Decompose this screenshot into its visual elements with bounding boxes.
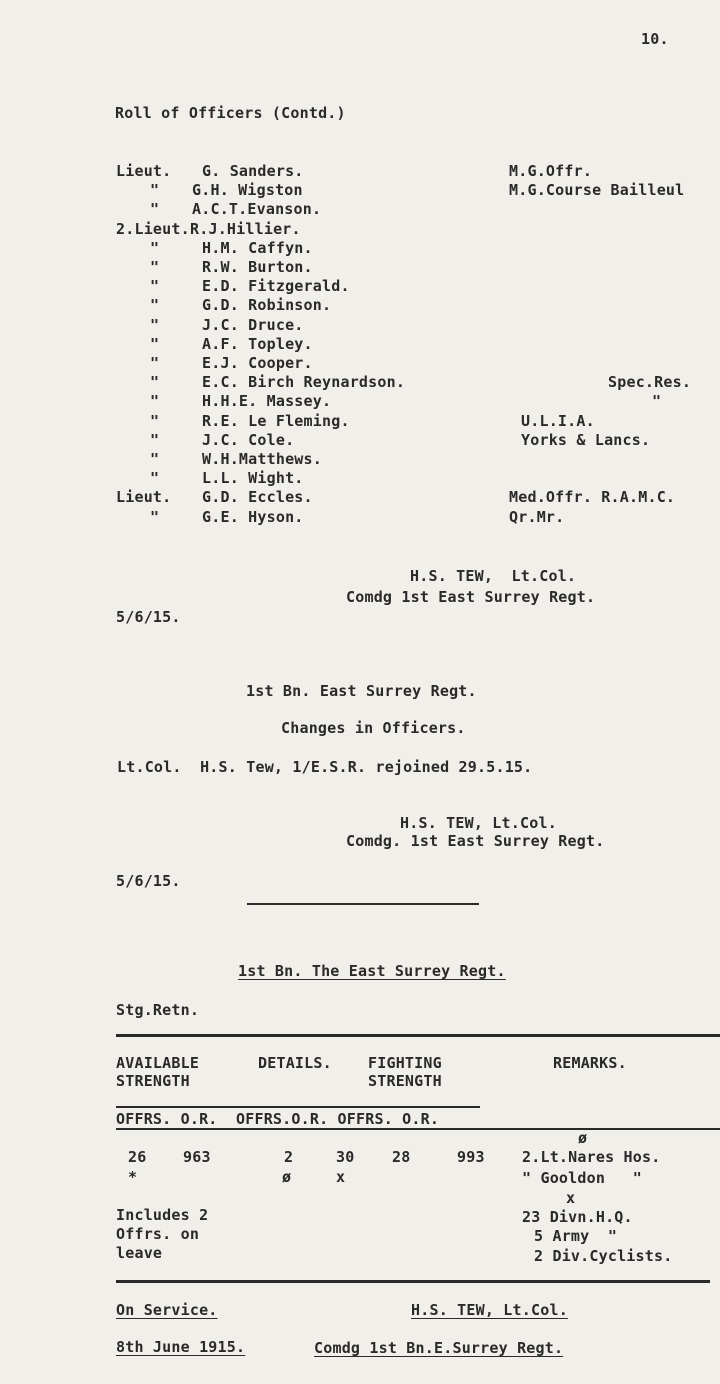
officer-rank: " [150,258,160,276]
officer-name: G. Sanders. [202,162,304,180]
remark-line: " Gooldon " [522,1169,642,1187]
header-available: AVAILABLE [116,1054,200,1072]
officer-name: G.E. Hyson. [202,508,304,526]
footer-signature: H.S. TEW, Lt.Col. [411,1301,568,1319]
officer-rank: " [150,431,160,449]
officer-name: H.M. Caffyn. [202,239,313,257]
officer-rank: " [150,508,160,526]
header-remarks: REMARKS. [553,1054,627,1072]
header-fighting: STRENGTH [368,1072,442,1090]
officer-name: H.H.E. Massey. [202,392,332,410]
officer-name: G.D. Eccles. [202,488,313,506]
header-fighting: FIGHTING [368,1054,442,1072]
value-fighting-offrs: 28 [392,1148,411,1166]
changes-entry: Lt.Col. H.S. Tew, 1/E.S.R. rejoined 29.5.15. [117,758,533,776]
officer-rank: " [150,239,160,257]
footnote-line: Includes 2 [116,1206,209,1224]
officer-name: A.F. Topley. [202,335,313,353]
officer-name: E.J. Cooper. [202,354,313,372]
table-rule [116,1034,720,1037]
value-fighting-or: 993 [457,1148,485,1166]
date: 5/6/15. [116,872,181,890]
signature-unit: Comdg. 1st East Surrey Regt. [346,832,605,850]
signature-unit: Comdg 1st East Surrey Regt. [346,588,596,606]
value-details-offrs: 2 [284,1148,294,1166]
officer-rank: " [150,354,160,372]
officer-remark: M.G.Course Bailleul [509,181,685,199]
officer-rank: Lieut. [116,488,172,506]
value-available-offrs: 26 [128,1148,147,1166]
return-subtitle: Stg.Retn. [116,1001,200,1019]
officer-rank: " [150,412,160,430]
roll-heading: Roll of Officers (Contd.) [115,104,346,122]
divider [247,903,479,905]
officer-rank: " [150,450,160,468]
value-available-or: 963 [183,1148,211,1166]
officer-name: J.C. Druce. [202,316,304,334]
remark-line: 23 Divn.H.Q. [522,1208,633,1226]
officer-remark: Spec.Res. [608,373,692,391]
officer-rank: Lieut. [116,162,172,180]
officer-name: R.E. Le Fleming. [202,412,350,430]
officer-rank: " [150,335,160,353]
officer-name: R.J.Hillier. [190,220,301,238]
date: 5/6/15. [116,608,181,626]
signature-name: H.S. TEW, Lt.Col. [410,567,577,585]
header-details: DETAILS. [258,1054,332,1072]
officer-name: J.C. Cole. [202,431,295,449]
column-subheaders: OFFRS. O.R. OFFRS.O.R. OFFRS. O.R. [116,1110,440,1128]
value-details-or: 30 [336,1148,355,1166]
officer-rank: 2.Lieut. [116,220,190,238]
officer-name: A.C.T.Evanson. [192,200,322,218]
officer-remark: " [652,392,662,410]
table-rule [116,1128,720,1130]
officer-name: G.D. Robinson. [202,296,332,314]
officer-rank: " [150,181,160,199]
table-rule [116,1280,710,1283]
struck-mark: ø [282,1168,292,1186]
star-mark: * [128,1168,138,1186]
officer-remark: M.G.Offr. [509,162,593,180]
officer-rank: " [150,296,160,314]
officer-remark: Med.Offr. R.A.M.C. [509,488,676,506]
officer-name: W.H.Matthews. [202,450,322,468]
signature-name: H.S. TEW, Lt.Col. [400,814,557,832]
footnote-line: Offrs. on [116,1225,200,1243]
changes-unit: 1st Bn. East Surrey Regt. [246,682,477,700]
officer-name: L.L. Wight. [202,469,304,487]
cross-mark: x [336,1168,346,1186]
return-unit: 1st Bn. The East Surrey Regt. [238,962,506,980]
officer-remark: U.L.I.A. [521,412,595,430]
officer-remark: Qr.Mr. [509,508,565,526]
officer-name: G.H. Wigston [192,181,303,199]
remark-line: 2.Lt.Nares Hos. [522,1148,661,1166]
struck-mark: ø [578,1129,588,1147]
officer-name: E.C. Birch Reynardson. [202,373,406,391]
footnote-line: leave [116,1244,163,1262]
table-rule [116,1106,480,1108]
header-available: STRENGTH [116,1072,190,1090]
officer-rank: " [150,277,160,295]
page-number: 10. [641,30,669,48]
officer-rank: " [150,469,160,487]
cross-mark: x [566,1189,576,1207]
officer-remark: Yorks & Lancs. [521,431,651,449]
officer-name: R.W. Burton. [202,258,313,276]
remark-line: 2 Div.Cyclists. [534,1247,673,1265]
officer-rank: " [150,392,160,410]
officer-name: E.D. Fitzgerald. [202,277,350,295]
officer-rank: " [150,316,160,334]
remark-line: 5 Army " [534,1227,618,1245]
changes-heading: Changes in Officers. [281,719,466,737]
officer-rank: " [150,200,160,218]
footer-date: 8th June 1915. [116,1338,246,1356]
footer-service: On Service. [116,1301,218,1319]
officer-rank: " [150,373,160,391]
footer-unit: Comdg 1st Bn.E.Surrey Regt. [314,1339,564,1357]
